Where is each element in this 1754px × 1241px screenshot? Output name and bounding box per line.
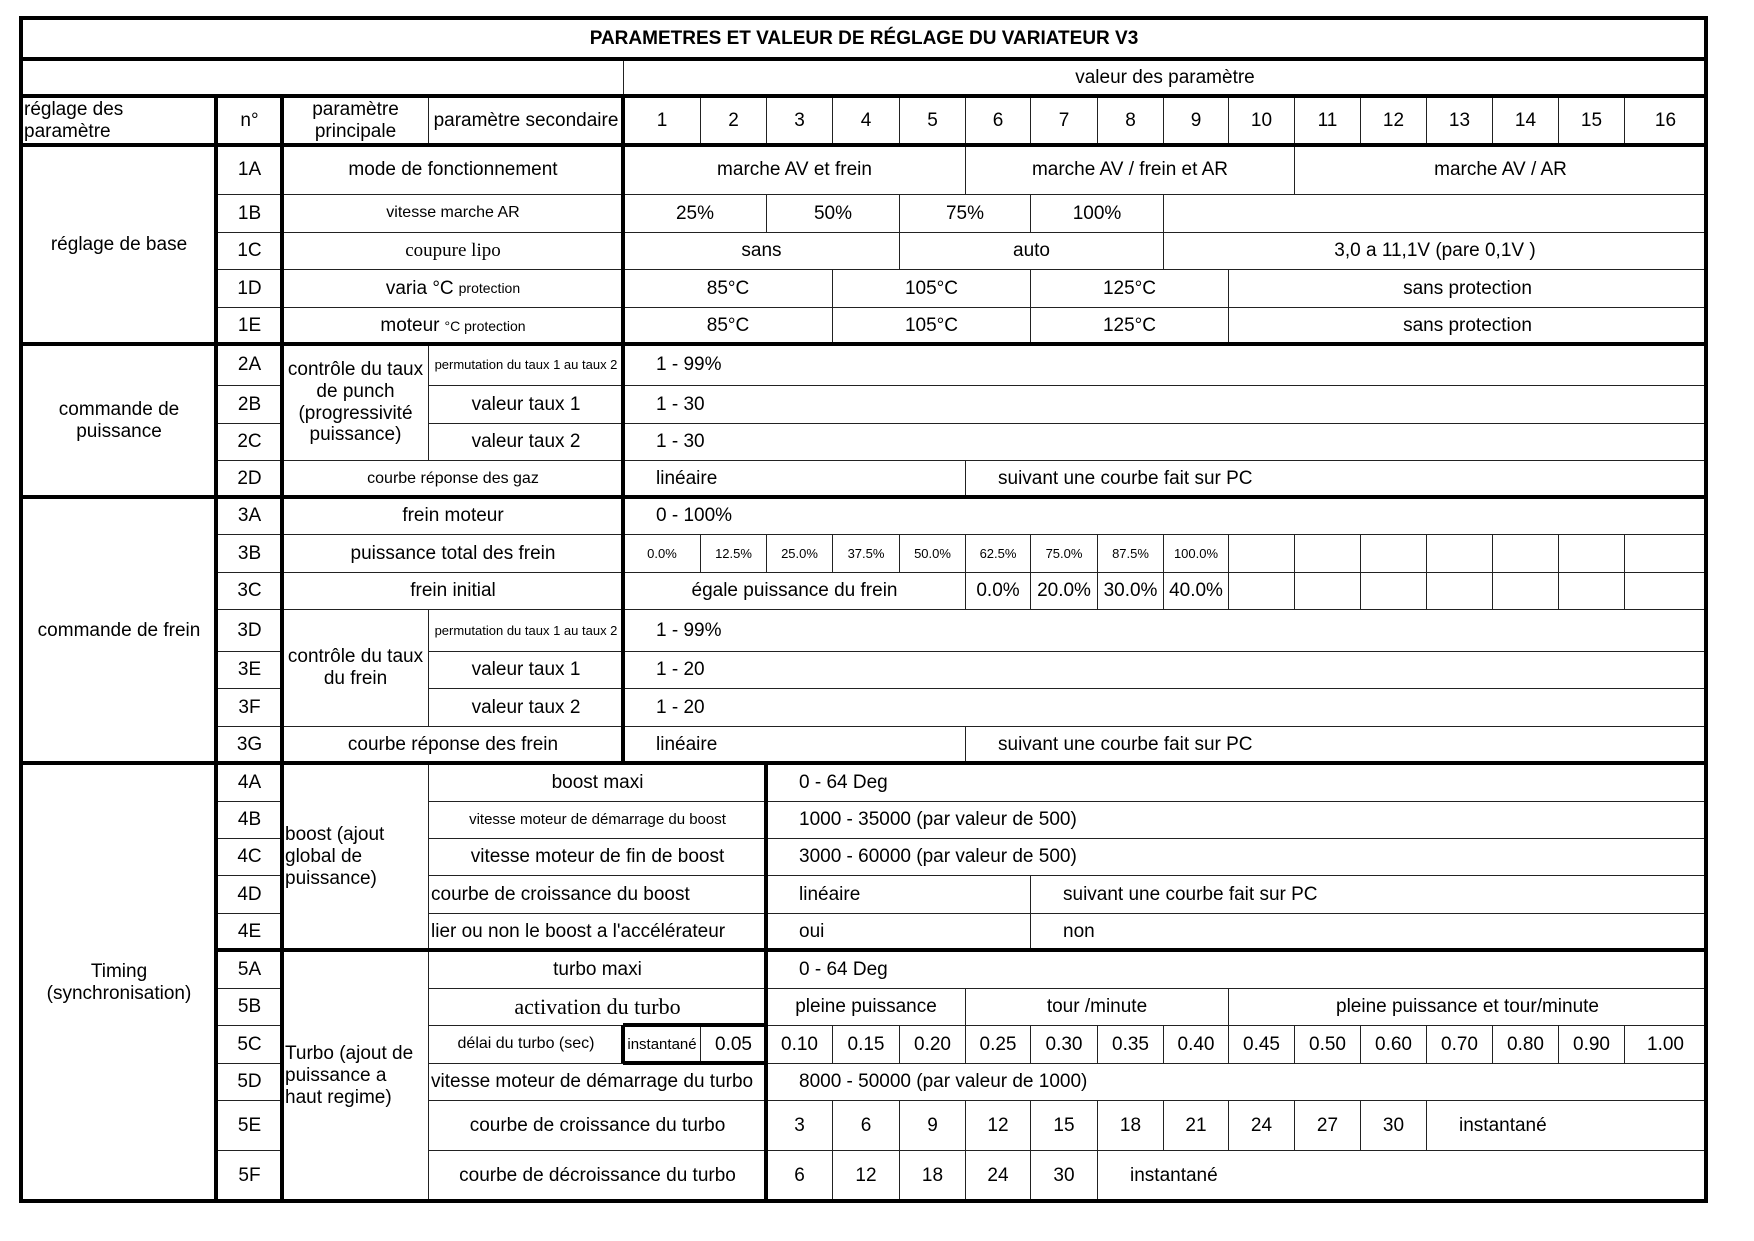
value-cell: 0.35 (1097, 1025, 1164, 1064)
table-title: PARAMETRES ET VALEUR DE RÉGLAGE DU VARIATEUR V3 (21, 18, 1707, 60)
value-column-header: 8 (1097, 96, 1164, 146)
value-cell: instantané (1097, 1150, 1707, 1202)
thick-border (19, 57, 1708, 61)
secondary-parameter: turbo maxi (428, 950, 767, 989)
value-cell: 0.0% (965, 572, 1031, 610)
value-cell: linéaire (766, 875, 1031, 914)
parameter-name (282, 307, 624, 345)
thick-border (19, 342, 1708, 346)
thick-border (19, 16, 1708, 20)
value-cell: 87.5% (1097, 534, 1164, 573)
thick-border (216, 948, 1708, 952)
value-cell: 8000 - 50000 (par valeur de 1000) (766, 1063, 1707, 1101)
value-cell: 125°C (1030, 307, 1229, 345)
row-number: 2A (216, 344, 283, 386)
value-cell: 0.90 (1558, 1025, 1625, 1064)
value-cell: 0.20 (899, 1025, 966, 1064)
thick-border (19, 495, 1708, 499)
value-cell: 105°C (832, 307, 1031, 345)
value-cell: 25.0% (766, 534, 833, 573)
value-cell (1492, 534, 1559, 573)
row-number: 3D (216, 609, 283, 652)
value-cell: 1.00 (1624, 1025, 1707, 1064)
value-cell: 3000 - 60000 (par valeur de 500) (766, 838, 1707, 876)
row-number: 4A (216, 763, 283, 802)
thick-border (19, 94, 1708, 98)
value-cell: 0 - 64 Deg (766, 763, 1707, 802)
parameter-name-main: varia °C (385, 277, 454, 299)
value-column-header: 9 (1163, 96, 1229, 146)
thick-border (19, 1199, 1708, 1203)
value-cell: non (1030, 913, 1707, 951)
secondary-parameter: lier ou non le boost a l'accélérateur (428, 913, 767, 951)
row-number: 4E (216, 913, 283, 951)
parameter-name: courbe réponse des gaz (282, 460, 624, 498)
value-cell: 0.0% (623, 534, 701, 573)
value-cell: 0.10 (766, 1025, 833, 1064)
value-cell: pleine puissance et tour/minute (1228, 988, 1707, 1026)
thick-border (621, 96, 625, 763)
value-cell: 100% (1030, 194, 1164, 233)
thick-border (1704, 18, 1708, 1203)
parameter-name-suffix: °C protection (444, 317, 526, 334)
value-cell: pleine puissance (766, 988, 966, 1026)
value-cell: 1 - 20 (623, 688, 1707, 727)
value-cell: 62.5% (965, 534, 1031, 573)
value-cell: 27 (1294, 1100, 1361, 1151)
secondary-parameter: valeur taux 2 (428, 423, 624, 461)
value-column-header: 4 (832, 96, 900, 146)
value-cell: 85°C (623, 269, 833, 308)
value-cell: 6 (766, 1150, 833, 1202)
secondary-parameter: valeur taux 1 (428, 385, 624, 424)
value-cell: 30 (1030, 1150, 1098, 1202)
value-cell (1228, 572, 1295, 610)
value-cell: 0.80 (1492, 1025, 1559, 1064)
value-cell: marche AV / frein et AR (965, 145, 1295, 195)
value-cell: 100.0% (1163, 534, 1229, 573)
value-cell (1294, 534, 1361, 573)
value-cell: 30 (1360, 1100, 1427, 1151)
value-cell: 1 - 99% (623, 609, 1707, 652)
values-header: valeur des paramètre (623, 59, 1707, 97)
group-label: commande de puissance (21, 344, 217, 498)
secondary-parameter: courbe de croissance du boost (428, 875, 767, 914)
parameter-name (282, 269, 624, 308)
thick-border (623, 1023, 766, 1027)
value-cell: 1 - 30 (623, 423, 1707, 461)
row-number: 3G (216, 726, 283, 764)
value-cell (1558, 534, 1625, 573)
row-number: 4D (216, 875, 283, 914)
value-cell: 21 (1163, 1100, 1229, 1151)
value-cell: 50.0% (899, 534, 966, 573)
secondary-parameter: valeur taux 1 (428, 651, 624, 689)
value-cell: instantané (1426, 1100, 1707, 1151)
value-cell: 12 (965, 1100, 1031, 1151)
value-cell: 0.50 (1294, 1025, 1361, 1064)
value-cell: 3 (766, 1100, 833, 1151)
group-label: Timing (synchronisation) (21, 763, 217, 1202)
value-cell: 50% (766, 194, 900, 233)
secondary-parameter: vitesse moteur de fin de boost (428, 838, 767, 876)
value-cell: 1 - 99% (623, 344, 1707, 386)
value-cell: 125°C (1030, 269, 1229, 308)
value-cell: 12 (832, 1150, 900, 1202)
row-number: 5C (216, 1025, 283, 1064)
row-number: 4C (216, 838, 283, 876)
row-number: 3C (216, 572, 283, 610)
value-cell (1624, 534, 1707, 573)
value-column-header: 13 (1426, 96, 1493, 146)
thick-border (280, 96, 284, 1201)
value-cell: 0.30 (1030, 1025, 1098, 1064)
value-cell: oui (766, 913, 1031, 951)
row-number: 5A (216, 950, 283, 989)
value-cell: 105°C (832, 269, 1031, 308)
thick-border (19, 18, 23, 1203)
value-cell: 20.0% (1030, 572, 1098, 610)
value-cell: 0.15 (832, 1025, 900, 1064)
value-cell: 85°C (623, 307, 833, 345)
value-cell: linéaire (623, 460, 966, 498)
header-number: n° (216, 96, 283, 146)
secondary-parameter: courbe de croissance du turbo (428, 1100, 767, 1151)
value-cell (1294, 572, 1361, 610)
group-label: réglage de base (21, 145, 217, 345)
value-cell (1426, 572, 1493, 610)
value-cell: 40.0% (1163, 572, 1229, 610)
secondary-parameter: permutation du taux 1 au taux 2 (428, 609, 624, 652)
value-cell (1624, 572, 1707, 610)
value-cell: 24 (1228, 1100, 1295, 1151)
value-cell: 15 (1030, 1100, 1098, 1151)
thick-border (764, 763, 768, 1201)
secondary-parameter: boost maxi (428, 763, 767, 802)
value-cell: 6 (832, 1100, 900, 1151)
header-principal: paramètre principale (282, 96, 429, 146)
row-number: 4B (216, 801, 283, 839)
parameter-name-suffix: protection (458, 280, 521, 297)
row-number: 1B (216, 194, 283, 233)
value-cell (1558, 572, 1625, 610)
value-cell: 12.5% (700, 534, 767, 573)
group-label: commande de frein (21, 497, 217, 764)
thick-border (623, 1061, 766, 1065)
value-cell: 18 (1097, 1100, 1164, 1151)
value-column-header: 7 (1030, 96, 1098, 146)
value-cell (1492, 572, 1559, 610)
value-cell (1360, 534, 1427, 573)
parameter-name: puissance total des frein (282, 534, 624, 573)
parameter-group-name: boost (ajout global de puissance) (282, 763, 429, 951)
value-cell: sans (623, 232, 900, 270)
row-number: 2D (216, 460, 283, 498)
value-cell: 3,0 a 11,1V (pare 0,1V ) (1163, 232, 1707, 270)
value-column-header: 11 (1294, 96, 1361, 146)
value-cell: suivant une courbe fait sur PC (965, 460, 1707, 498)
parameter-name: vitesse marche AR (282, 194, 624, 233)
value-cell: 0.40 (1163, 1025, 1229, 1064)
row-number: 5F (216, 1150, 283, 1202)
value-cell: 1 - 30 (623, 385, 1707, 424)
value-cell: instantané (623, 1025, 701, 1064)
secondary-parameter: vitesse moteur de démarrage du turbo (428, 1063, 767, 1101)
parameter-name: courbe réponse des frein (282, 726, 624, 764)
secondary-parameter: vitesse moteur de démarrage du boost (428, 801, 767, 839)
value-cell: 0.60 (1360, 1025, 1427, 1064)
value-column-header: 1 (623, 96, 701, 146)
parameter-name: frein initial (282, 572, 624, 610)
row-number: 3B (216, 534, 283, 573)
value-cell: 1000 - 35000 (par valeur de 500) (766, 801, 1707, 839)
thick-border (214, 96, 218, 1201)
value-column-header: 3 (766, 96, 833, 146)
value-cell (1228, 534, 1295, 573)
value-cell (1426, 534, 1493, 573)
value-cell: 75% (899, 194, 1031, 233)
secondary-parameter: activation du turbo (428, 988, 767, 1026)
parameter-group-name: contrôle du taux de punch (progressivité puissance) (282, 344, 429, 461)
header-category: réglage des paramètre (21, 96, 217, 146)
row-number: 3F (216, 688, 283, 727)
parameter-group-name: Turbo (ajout de puissance a haut regime) (282, 950, 429, 1202)
parameter-name: mode de fonctionnement (282, 145, 624, 195)
row-number: 1C (216, 232, 283, 270)
value-cell: tour /minute (965, 988, 1229, 1026)
value-cell: 1 - 20 (623, 651, 1707, 689)
value-cell: 0.25 (965, 1025, 1031, 1064)
value-cell: 37.5% (832, 534, 900, 573)
value-cell: suivant une courbe fait sur PC (1030, 875, 1707, 914)
row-number: 5E (216, 1100, 283, 1151)
value-cell: 0.45 (1228, 1025, 1295, 1064)
row-number: 2C (216, 423, 283, 461)
header-secondary: paramètre secondaire (428, 96, 624, 146)
value-cell: 18 (899, 1150, 966, 1202)
value-column-header: 10 (1228, 96, 1295, 146)
parameter-name-main: moteur (380, 315, 440, 337)
value-cell: suivant une courbe fait sur PC (965, 726, 1707, 764)
value-cell: linéaire (623, 726, 966, 764)
row-number: 5B (216, 988, 283, 1026)
row-number: 5D (216, 1063, 283, 1101)
value-cell: marche AV / AR (1294, 145, 1707, 195)
value-column-header: 12 (1360, 96, 1427, 146)
value-cell: marche AV et frein (623, 145, 966, 195)
parameter-name: coupure lipo (282, 232, 624, 270)
secondary-parameter: permutation du taux 1 au taux 2 (428, 344, 624, 386)
row-number: 1A (216, 145, 283, 195)
value-cell: auto (899, 232, 1164, 270)
empty-cell (1163, 194, 1707, 233)
value-column-header: 14 (1492, 96, 1559, 146)
row-number: 2B (216, 385, 283, 424)
blank-header-cell (21, 59, 624, 97)
row-number: 3E (216, 651, 283, 689)
value-cell: 9 (899, 1100, 966, 1151)
row-number: 1E (216, 307, 283, 345)
value-cell: 24 (965, 1150, 1031, 1202)
parameter-group-name: contrôle du taux du frein (282, 609, 429, 727)
value-cell: 25% (623, 194, 767, 233)
thick-border (621, 1025, 625, 1063)
value-cell (1360, 572, 1427, 610)
value-cell: sans protection (1228, 269, 1707, 308)
value-column-header: 5 (899, 96, 966, 146)
value-cell: 75.0% (1030, 534, 1098, 573)
value-column-header: 2 (700, 96, 767, 146)
thick-border (19, 143, 1708, 147)
secondary-parameter: courbe de décroissance du turbo (428, 1150, 767, 1202)
value-cell: 0 - 100% (623, 497, 1707, 535)
secondary-parameter: délai du turbo (sec) (428, 1025, 624, 1064)
row-number: 3A (216, 497, 283, 535)
value-cell: 0.05 (700, 1025, 767, 1064)
value-column-header: 15 (1558, 96, 1625, 146)
value-cell: 30.0% (1097, 572, 1164, 610)
value-cell: 0 - 64 Deg (766, 950, 1707, 989)
row-number: 1D (216, 269, 283, 308)
value-cell: 0.70 (1426, 1025, 1493, 1064)
secondary-parameter: valeur taux 2 (428, 688, 624, 727)
value-cell: sans protection (1228, 307, 1707, 345)
value-column-header: 16 (1624, 96, 1707, 146)
thick-border (19, 761, 1708, 765)
value-column-header: 6 (965, 96, 1031, 146)
value-cell: égale puissance du frein (623, 572, 966, 610)
parameter-name: frein moteur (282, 497, 624, 535)
